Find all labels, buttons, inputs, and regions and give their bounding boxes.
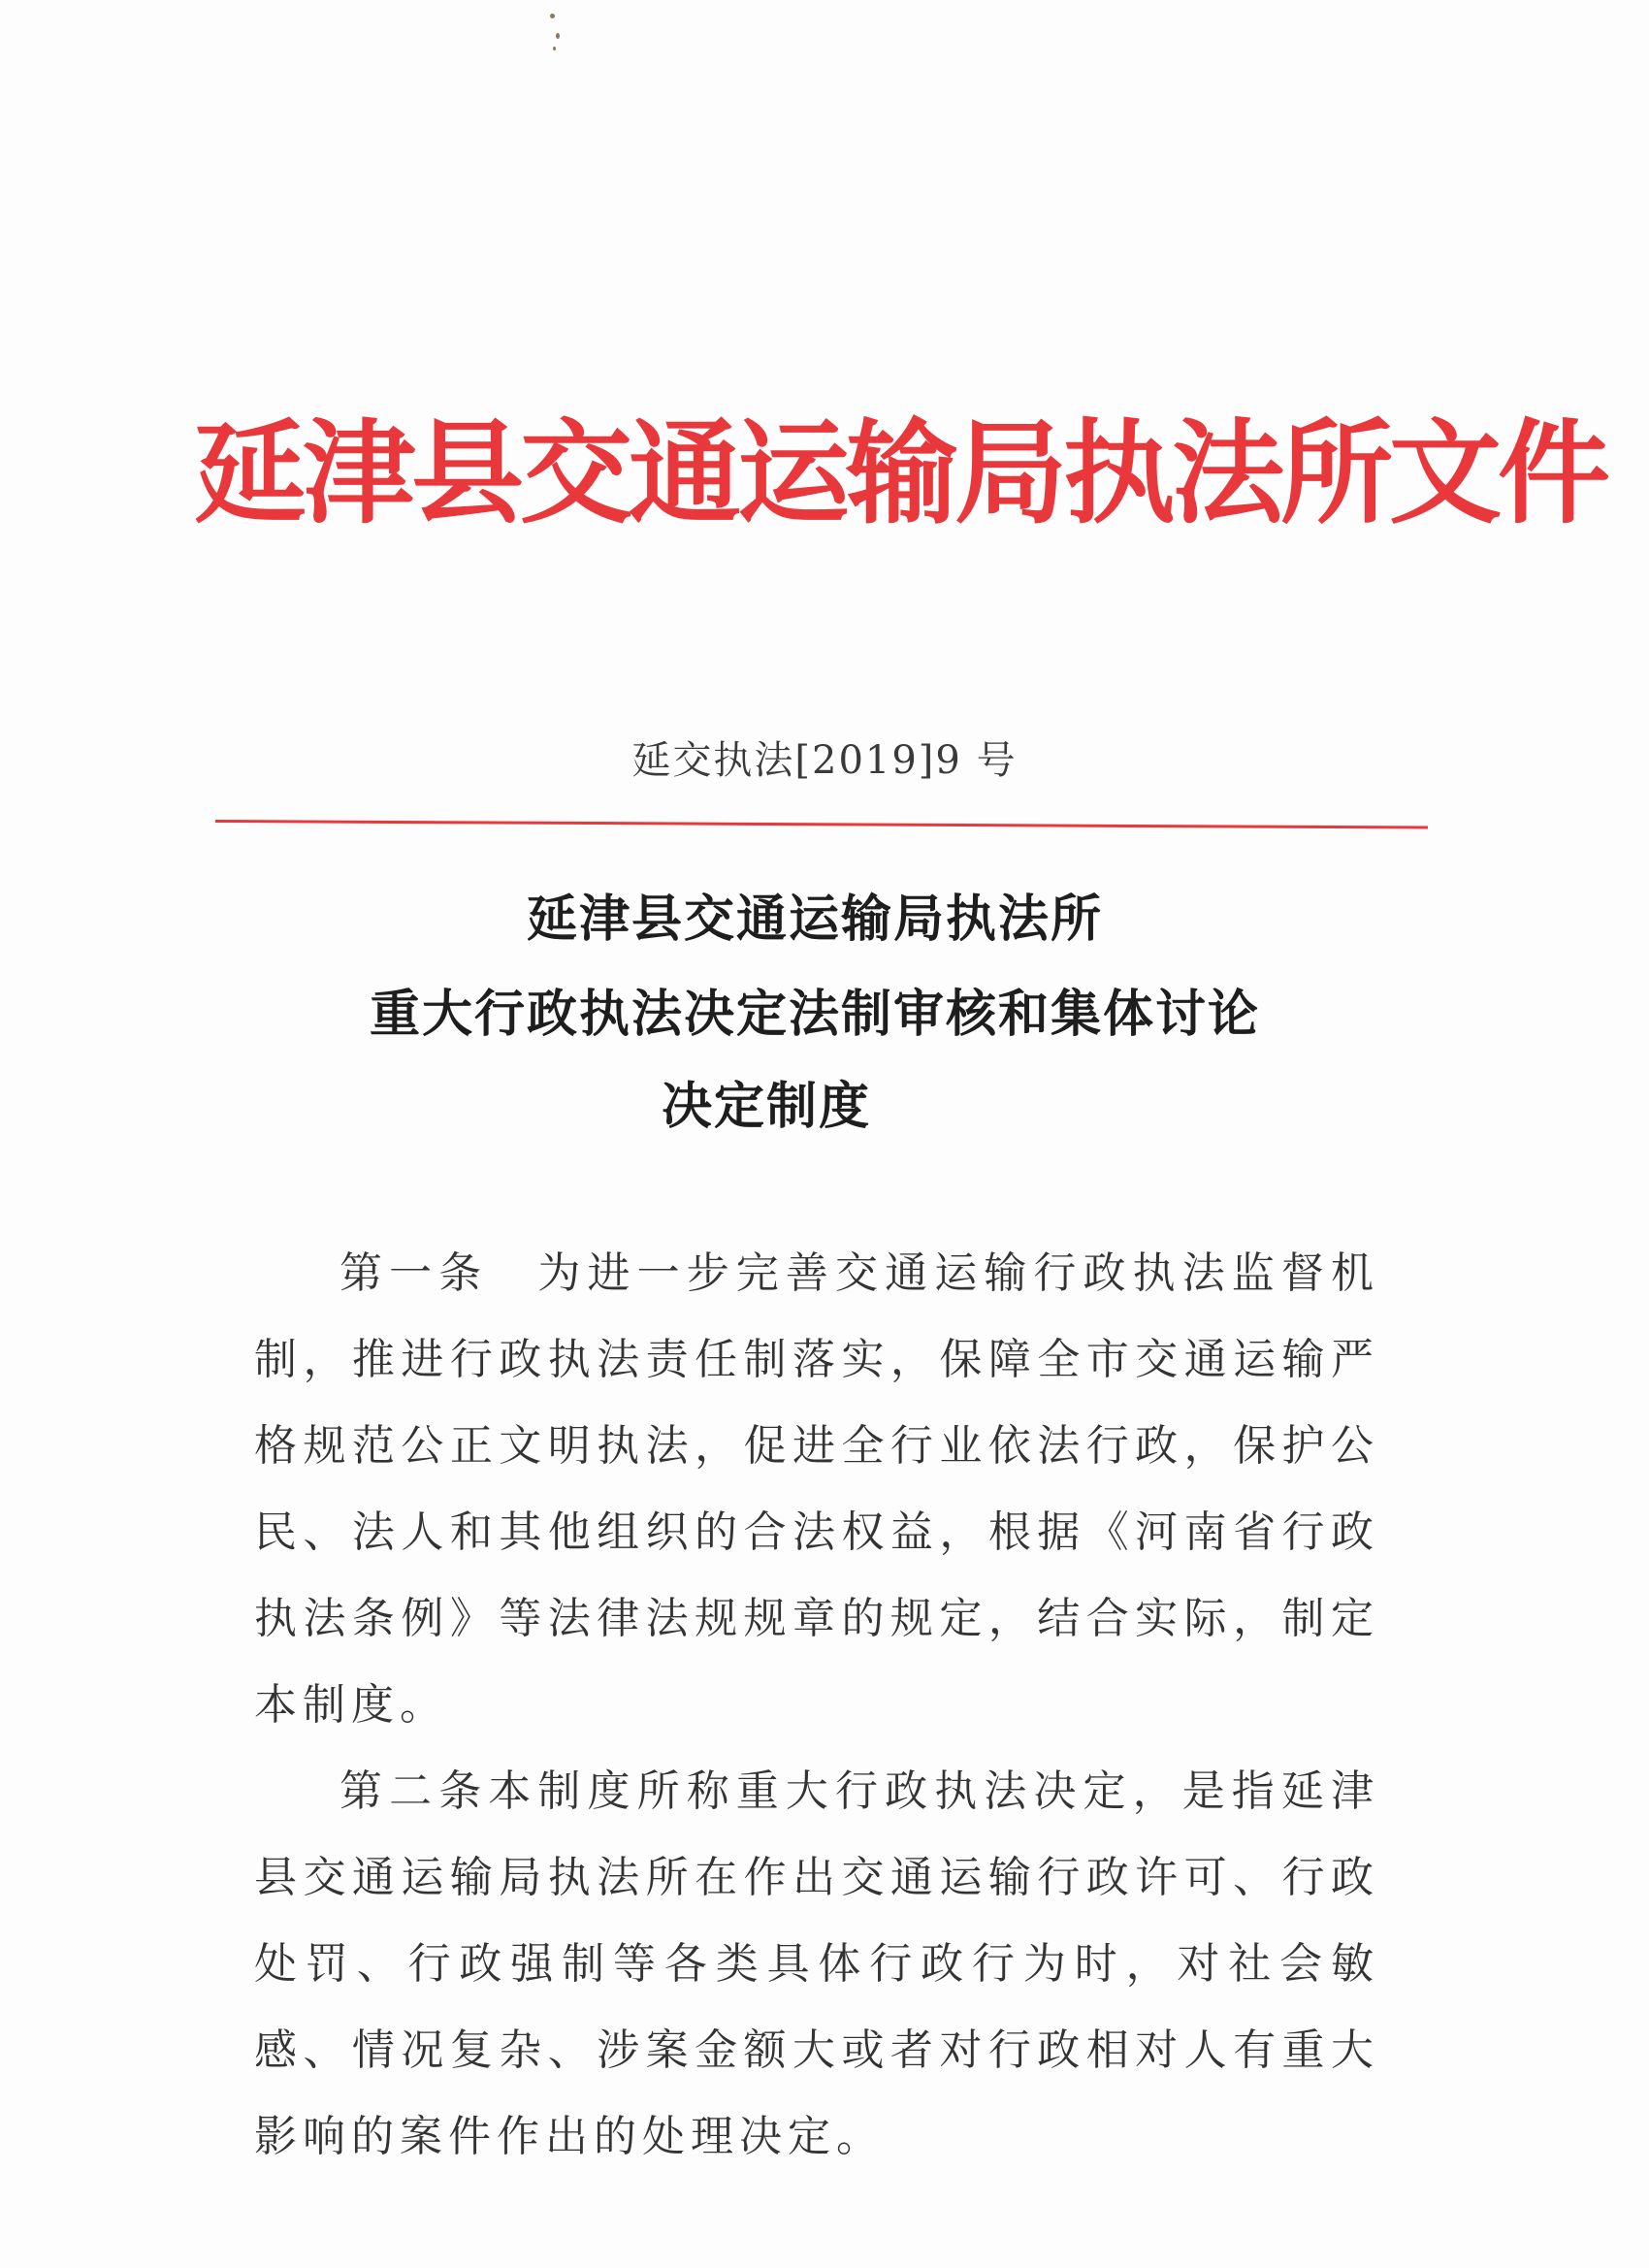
header-red-rule [215, 820, 1428, 829]
document-title-line-1: 延津县交通运输局执法所 [526, 891, 1103, 949]
document-header-title: 延津县交通运输局执法所文件 [194, 407, 1606, 539]
scan-speck [553, 47, 556, 50]
document-title-line-3: 决定制度 [661, 1078, 871, 1136]
article-1-paragraph: 第一条 为进一步完善交通运输行政执法监督机制，推进行政执法责任制落实，保障全市交通运输严格规范公正文明执法，促进全行业依法行政，保护公民、法人和其他组织的合法权益，根据《河南省行政执法条例》等法律法规规章的规定，结合实际，制定本制度。 [254, 1248, 1379, 1730]
scan-speck [550, 14, 555, 18]
document-body [254, 1230, 1379, 2180]
document-number: 延交执法[2019]9 号 [631, 738, 1018, 783]
scan-speck [556, 33, 560, 39]
article-2-paragraph: 第二条本制度所称重大行政执法决定，是指延津县交通运输局执法所在作出交通运输行政许可、行政处罚、行政强制等各类具体行政行为时，对社会敏感、情况复杂、涉案金额大或者对行政相对人有重大影响的案件作出的处理决定。 [254, 1766, 1379, 2161]
document-title-line-2: 重大行政执法决定法制审核和集体讨论 [369, 986, 1260, 1044]
